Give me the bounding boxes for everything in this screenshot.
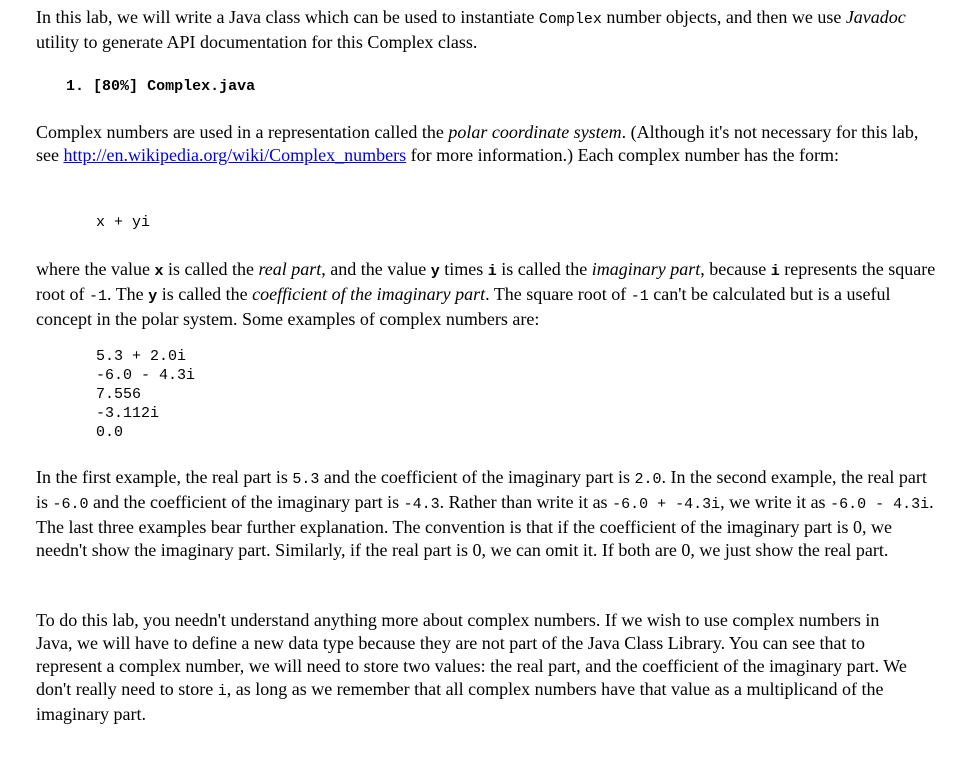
- where-text-5: is called the: [496, 259, 592, 279]
- first-text-1: In the first example, the real part is: [36, 467, 293, 487]
- where-text-2: is called the: [163, 259, 259, 279]
- coefficient-term: coefficient of the imaginary part: [252, 284, 486, 304]
- complex-class-code: Complex: [538, 11, 602, 28]
- examples-code-block: [96, 347, 195, 442]
- complex-text-1: Complex numbers are used in a representation called the: [36, 122, 449, 142]
- where-paragraph: [36, 258, 941, 331]
- task-number: 1.: [66, 78, 85, 95]
- code-neg-one-2: -1: [630, 288, 649, 305]
- example-line: 0.0: [96, 424, 124, 441]
- code-neg-6-0: -6.0: [52, 496, 89, 513]
- real-part-term: real part: [258, 259, 322, 279]
- first-text-7: . The last three examples bear further explanation. The convention is that if the coefficient of the imaginary part is 0, we needn't show the imaginary part. Similarly, if the real part is 0, we can omit it. If both are 0, we just show the real part.: [36, 492, 934, 560]
- complex-text-2: . (Although it's not necessary for this lab, see: [36, 122, 919, 165]
- example-line: -6.0 - 4.3i: [96, 367, 196, 384]
- task-heading: [66, 78, 255, 95]
- intro-text-2: number objects, and then we use: [601, 7, 846, 27]
- todo-text-2: , as long as we remember that all complex numbers have that value as a multiplicand of the imaginary part.: [36, 679, 884, 724]
- code-neg-4-3: -4.3: [403, 496, 440, 513]
- code-i-todo: i: [217, 683, 227, 700]
- intro-text-1: In this lab, we will write a Java class which can be used to instantiate: [36, 7, 539, 27]
- first-text-4: and the coefficient of the imaginary part is: [88, 492, 404, 512]
- imaginary-part-term: imaginary part: [591, 259, 701, 279]
- code-i: i: [487, 263, 497, 280]
- where-text-4: times: [439, 259, 488, 279]
- code-x: x: [154, 263, 164, 280]
- example-line: 7.556: [96, 386, 142, 403]
- task-filename: Complex.java: [147, 78, 256, 95]
- code-minus-form: -6.0 - 4.3i: [830, 496, 930, 513]
- todo-paragraph: [36, 609, 916, 726]
- javadoc-term: Javadoc: [845, 7, 906, 27]
- first-text-6: , we write it as: [720, 492, 831, 512]
- example-line: -3.112i: [96, 405, 160, 422]
- task-percent: [80%]: [93, 78, 139, 95]
- where-text-7: represents the square root of: [36, 259, 936, 304]
- code-y: y: [430, 263, 440, 280]
- where-text-6: , because: [700, 259, 771, 279]
- code-y-2: y: [148, 288, 158, 305]
- polar-coordinate-term: polar coordinate system: [448, 122, 622, 142]
- todo-text-1: To do this lab, you needn't understand anything more about complex numbers. If we wish to use complex numbers in Java, we will have to define a new data type because they are not part of the Java Class Library. You can see that to represent a complex number, we will need to store two values: the real part, and the coefficient of the imaginary part. We don't really need to store: [36, 610, 907, 699]
- complex-form-code: [96, 214, 150, 231]
- intro-paragraph: [36, 6, 936, 54]
- intro-text-3: utility to generate API documentation for this Complex class.: [36, 32, 478, 52]
- wikipedia-link[interactable]: http://en.wikipedia.org/wiki/Complex_numbers: [63, 145, 407, 165]
- complex-form-text: x + yi: [96, 214, 151, 231]
- complex-text-3: for more information.) Each complex number has the form:: [406, 145, 839, 165]
- where-text-10: . The square root of: [485, 284, 631, 304]
- complex-numbers-paragraph: [36, 121, 936, 167]
- code-neg-one: -1: [89, 288, 108, 305]
- code-5-3: 5.3: [292, 471, 320, 488]
- code-2-0: 2.0: [634, 471, 662, 488]
- first-example-paragraph: [36, 466, 941, 562]
- where-text-1: where the value: [36, 259, 155, 279]
- first-text-3: . In the second example, the real part is: [36, 467, 927, 512]
- first-text-2: and the coefficient of the imaginary part is: [319, 467, 635, 487]
- where-text-8: . The: [107, 284, 149, 304]
- where-text-9: is called the: [157, 284, 253, 304]
- code-plus-form: -6.0 + -4.3i: [612, 496, 721, 513]
- first-text-5: . Rather than write it as: [439, 492, 613, 512]
- code-i-2: i: [770, 263, 780, 280]
- where-text-11: can't be calculated but is a useful concept in the polar system. Some examples of complex numbers are:: [36, 284, 891, 329]
- example-line: 5.3 + 2.0i: [96, 348, 187, 365]
- where-text-3: , and the value: [321, 259, 431, 279]
